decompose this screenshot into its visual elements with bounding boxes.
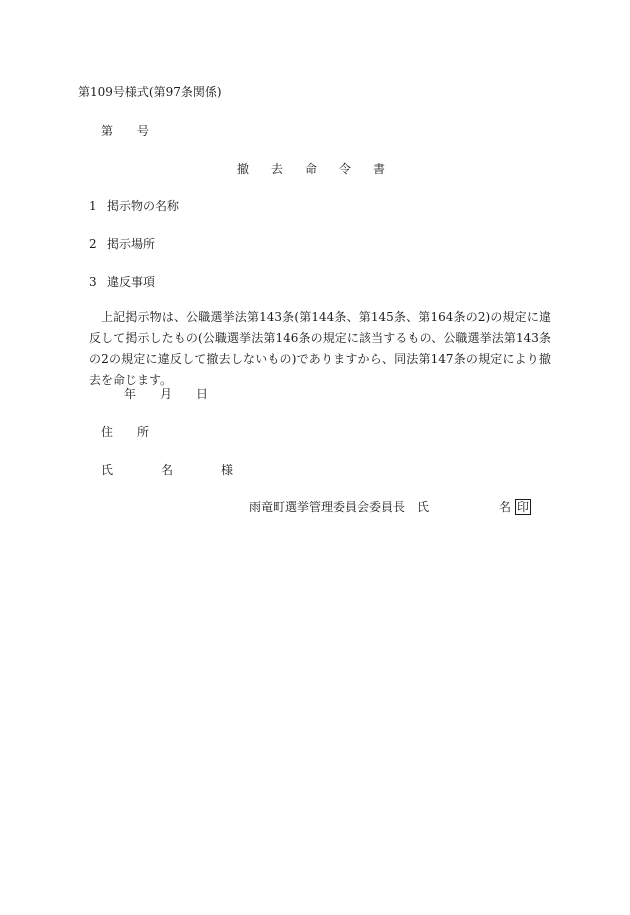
issuer-char: 氏 (417, 500, 430, 514)
item-name (89, 198, 179, 214)
issuer-line (249, 499, 531, 515)
item-number: 3 (89, 275, 97, 289)
address-char: 住 (101, 425, 114, 439)
item-location (89, 236, 155, 252)
date-line (124, 386, 208, 402)
item-violation (89, 274, 155, 290)
address-char: 所 (137, 425, 150, 439)
title-char: 撤 (237, 162, 250, 176)
recipient-char: 氏 (101, 463, 114, 477)
item-label: 違反事項 (107, 275, 156, 289)
recipient-honorific: 様 (221, 463, 234, 477)
date-day: 日 (196, 387, 209, 401)
form-number: 第109号様式(第97条関係) (78, 85, 222, 99)
order-body-text: 上記掲示物は、公職選挙法第143条(第144条、第145条、第164条の2)の規定に違反して掲示したもの(公職選挙法第146条の規定に該当するもの、公職選挙法第143条の2の規定に違反して撤去しないもの)でありますから、同法第147条の規定により撤去を命じます。 (89, 310, 551, 387)
title-char: 命 (305, 162, 318, 176)
title-char: 令 (339, 162, 352, 176)
document-number (101, 123, 149, 139)
document-title (237, 161, 385, 177)
date-month: 月 (160, 387, 173, 401)
item-number: 1 (89, 199, 97, 213)
item-label: 掲示物の名称 (107, 199, 180, 213)
address-line (101, 424, 149, 440)
recipient-char: 名 (161, 463, 174, 477)
issuer-organization: 雨竜町選挙管理委員会委員長 (249, 500, 406, 514)
doc-number-prefix: 第 (101, 124, 114, 138)
date-year: 年 (124, 387, 137, 401)
doc-number-suffix: 号 (137, 124, 150, 138)
seal-mark: 印 (517, 500, 530, 514)
recipient-name-line (101, 462, 233, 478)
title-char: 去 (271, 162, 284, 176)
item-number: 2 (89, 237, 97, 251)
issuer-char: 名 (499, 500, 512, 514)
item-label: 掲示場所 (107, 237, 156, 251)
title-char: 書 (373, 162, 386, 176)
